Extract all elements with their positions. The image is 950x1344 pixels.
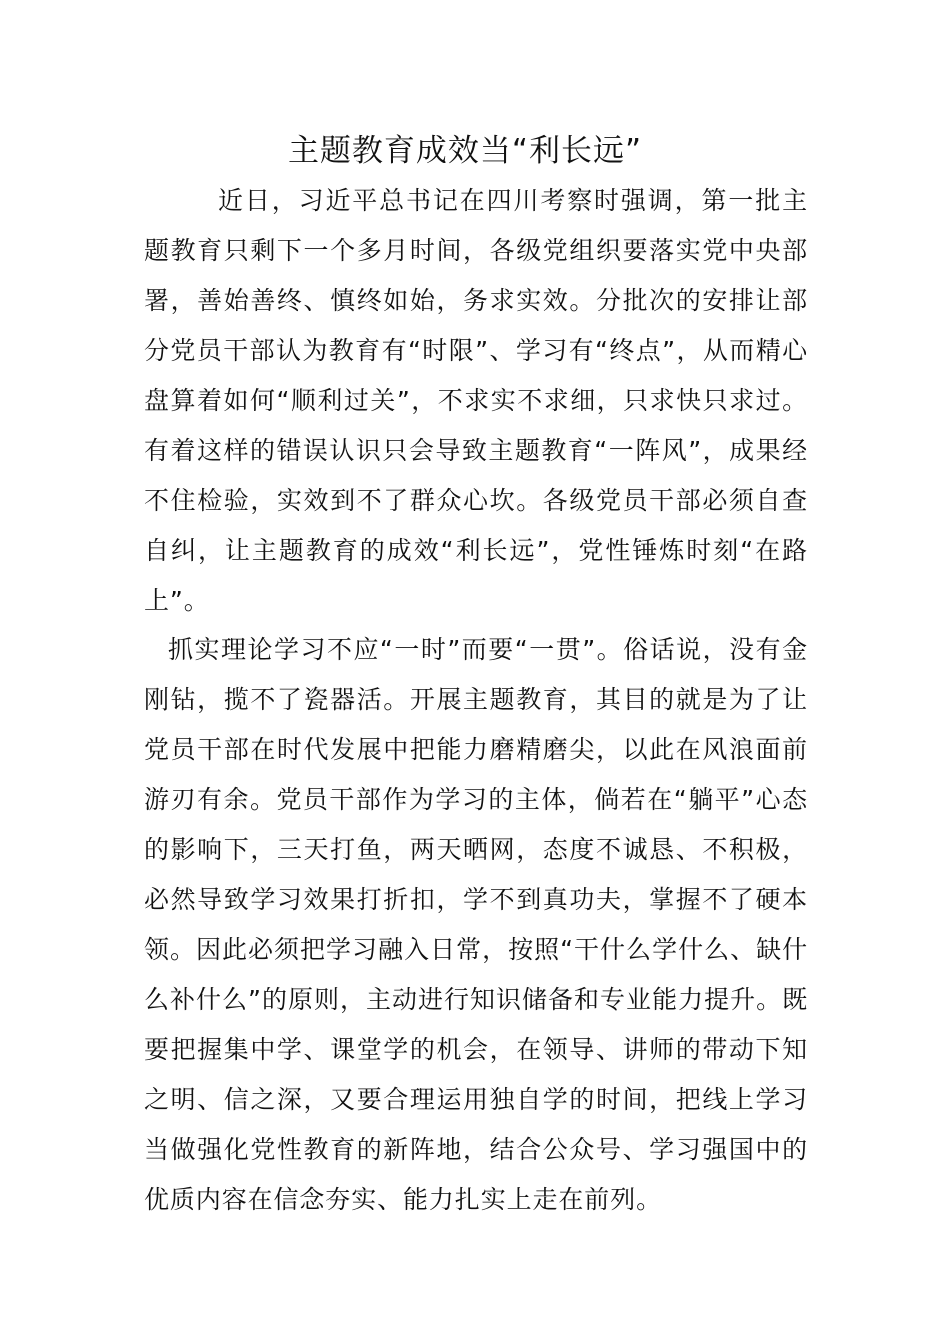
paragraph-intro: 近日，习近平总书记在四川考察时强调，第一批主题教育只剩下一个多月时间，各级党组织要落实党中央部署，善始善终、慎终如始，务求实效。分批次的安排让部分党员干部认为教育有“时限”、学习有“终点”，从而精心盘算着如何“顺利过关”，不求实不求细，只求快只求过。有着这样的错误认识只会导致主题教育“一阵风”，成果经不住检验，实效到不了群众心坎。各级党员干部必须自查自纠，让主题教育的成效“利长远”，党性锤炼时刻“在路上”。 [144, 186, 808, 615]
paragraph-theory-study: 抓实理论学习不应“一时”而要“一贯”。俗话说，没有金刚钻，揽不了瓷器活。开展主题教育，其目的就是为了让党员干部在时代发展中把能力磨精磨尖，以此在风浪面前游刃有余。党员干部作为学习的主体，倘若在“躺平”心态的影响下，三天打鱼，两天晒网，态度不诚恳、不积极，必然导致学习效果打折扣，学不到真功夫，掌握不了硬本领。因此必须把学习融入日常，按照“干什么学什么、缺什么补什么”的原则，主动进行知识储备和专业能力提升。既要把握集中学、课堂学的机会，在领导、讲师的带动下知之明、信之深，又要合理运用独自学的时间，把线上学习当做强化党性教育的新阵地，结合公众号、学习强国中的优质内容在信念夯实、能力扎实上走在前列。 [144, 635, 808, 1214]
document-title: 主题教育成效当“利长远” [287, 133, 643, 169]
